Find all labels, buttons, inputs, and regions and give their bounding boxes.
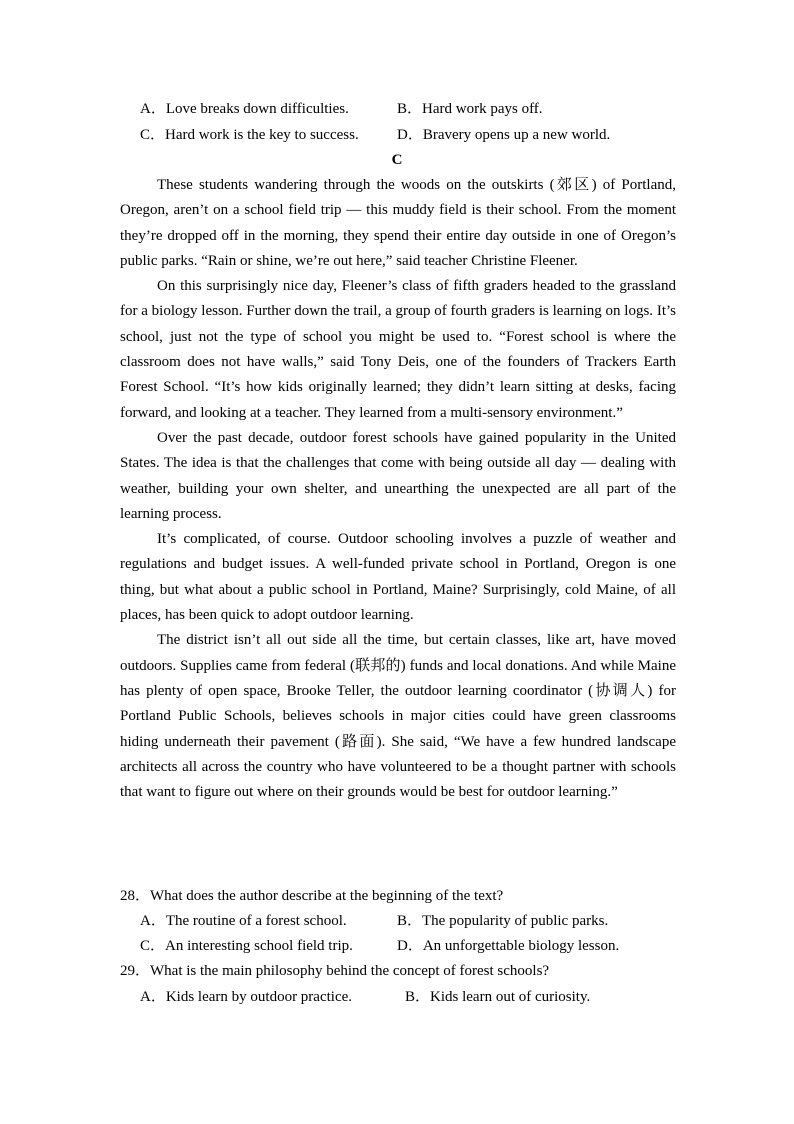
question-29-stem: 29．What is the main philosophy behind the concept of forest schools?	[120, 963, 550, 979]
question-29-option-a[interactable]: A．Kids learn by outdoor practice.	[140, 989, 353, 1005]
section-heading: C	[391, 152, 403, 168]
prev-option-b: B．Hard work pays off.	[397, 101, 543, 117]
question-29-option-b[interactable]: B．Kids learn out of curiosity.	[405, 989, 591, 1005]
passage-paragraph-3: Over the past decade, outdoor forest schools have gained popularity in the United States. The idea is that the challenges that come with being outside all day — dealing with weather, building your own shelter, and unearthing the unexpected are all part of the learning process.	[120, 429, 676, 522]
passage	[120, 173, 676, 805]
question-28-option-c[interactable]: C．An interesting school field trip.	[140, 938, 353, 954]
question-28-option-b[interactable]: B．The popularity of public parks.	[397, 913, 609, 929]
prev-option-a: A．Love breaks down difficulties.	[140, 101, 349, 117]
prev-option-d: D．Bravery opens up a new world.	[397, 127, 611, 143]
passage-paragraph-2: On this surprisingly nice day, Fleener’s class of fifth graders headed to the grassland for a biology lesson. Further down the trail, a group of fourth graders is learning on logs. It’s school, just not the type of school you might be used to. “Forest school is where the classroom does not have walls,” said Tony Deis, one of the founders of Trackers Earth Forest School. “It’s how kids originally learned; they didn’t learn sitting at desks, facing forward, and looking at a teacher. They learned from a multi-sensory environment.”	[120, 278, 676, 421]
question-28-option-d[interactable]: D．An unforgettable biology lesson.	[397, 938, 620, 954]
prev-option-c: C．Hard work is the key to success.	[140, 127, 359, 143]
passage-paragraph-5: The district isn’t all out side all the time, but certain classes, like art, have moved outdoors. Supplies came from federal (联邦的) funds and local donations. And while Maine has plenty of open space, Brooke Teller, the outdoor learning coordinator (协调人) for Portland Public Schools, believes schools in major cities could have green classrooms hiding underneath their pavement (路面). She said, “We have a few hundred landscape architects all across the country who have volunteered to be a thought partner with schools that want to figure out where on their grounds would be best for outdoor learning.”	[120, 632, 676, 801]
question-28-option-a[interactable]: A．The routine of a forest school.	[140, 913, 347, 929]
question-28-stem: 28．What does the author describe at the beginning of the text?	[120, 888, 504, 904]
passage-paragraph-4: It’s complicated, of course. Outdoor schooling involves a puzzle of weather and regulations and budget issues. A well-funded private school in Portland, Oregon is one thing, but what about a public school in Portland, Maine? Surprisingly, cold Maine, of all places, has been quick to adopt outdoor learning.	[120, 531, 676, 624]
passage-paragraph-1: These students wandering through the woods on the outskirts (郊区) of Portland, Oregon, aren’t on a school field trip — this muddy field is their school. From the moment they’re dropped off in the morning, they spend their entire day outside in one of Oregon’s public parks. “Rain or shine, we’re out here,” said teacher Christine Fleener.	[120, 177, 676, 269]
